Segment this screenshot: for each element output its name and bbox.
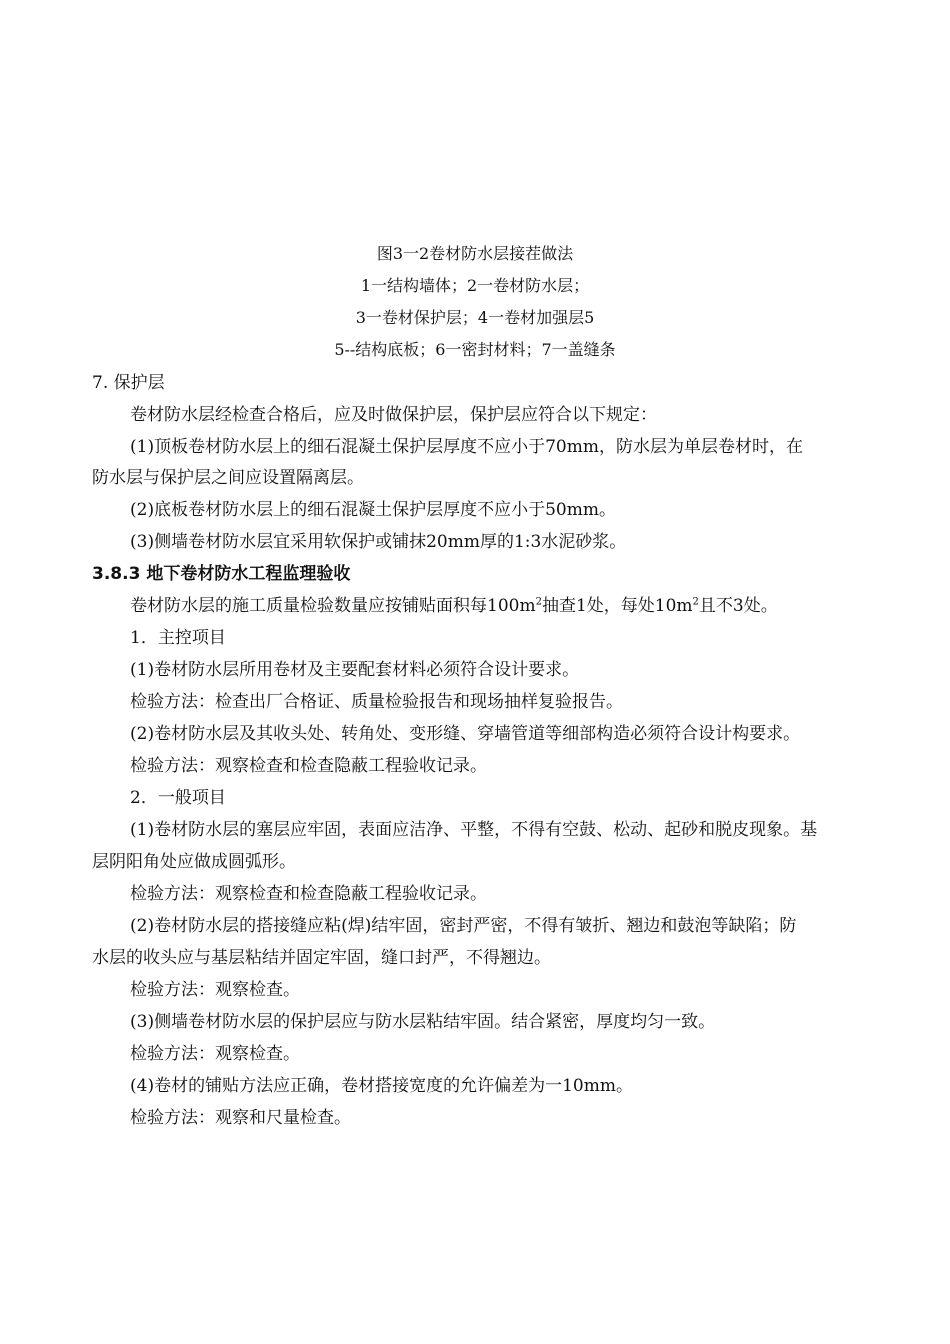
main-item-2: (2)卷材防水层及其收头处、转角处、变形缝、穿墙管道等细部构造必须符合设计构要求。 bbox=[130, 724, 801, 744]
main-item-1: (1)卷材防水层所用卷材及主要配套材料必须符合设计要求。 bbox=[130, 660, 580, 680]
general-item-4: (4)卷材的铺贴方法应正确，卷材搭接宽度的允许偏差为一10mm。 bbox=[130, 1076, 633, 1096]
figure-legend-line-2: 3一卷材保护层；4一卷材加强层5 bbox=[355, 308, 595, 327]
main-item-2-method: 检验方法：观察检查和检查隐蔽工程验收记录。 bbox=[130, 756, 487, 776]
figure-legend-line-1: 1一结构墙体；2一卷材防水层； bbox=[360, 276, 590, 295]
figure-legend-line-3: 5--结构底板；6一密封材料；7一盖缝条 bbox=[334, 340, 616, 359]
general-item-4-method: 检验方法：观察和尺量检查。 bbox=[130, 1108, 351, 1128]
section-383-intro bbox=[130, 594, 778, 618]
general-item-3: (3)侧墙卷材防水层的保护层应与防水层粘结牢固。结合紧密，厚度均匀一致。 bbox=[130, 1012, 716, 1032]
section-383-intro-a: 卷材防水层的施工质量检验数量应按铺贴面积每100m bbox=[130, 596, 536, 616]
section-7-intro: 卷材防水层经检查合格后，应及时做保护层，保护层应符合以下规定： bbox=[130, 405, 657, 425]
general-item-1-line-2: 层阴阳角处应做成圆弧形。 bbox=[92, 852, 296, 872]
section-383-intro-c: 且不3处。 bbox=[698, 596, 778, 616]
general-item-2-line-2: 水层的收头应与基层粘结并固定牢固，缝口封严，不得翘边。 bbox=[92, 948, 551, 968]
main-items-heading: 1．主控项目 bbox=[130, 628, 226, 648]
main-item-1-method: 检验方法：检查出厂合格证、质量检验报告和现场抽样复验报告。 bbox=[130, 692, 623, 712]
superscript-2: 2 bbox=[692, 596, 699, 608]
general-item-1-line-1: (1)卷材防水层的塞层应牢固，表面应洁净、平整，不得有空鼓、松动、起砂和脱皮现象。基 bbox=[130, 820, 818, 840]
section-383-heading: 3.8.3 地下卷材防水工程监理验收 bbox=[92, 564, 351, 584]
section-7-item-2: (2)底板卷材防水层上的细石混凝土保护层厚度不应小于50mm。 bbox=[130, 500, 616, 520]
figure-title: 图3一2卷材防水层接茬做法 bbox=[376, 244, 574, 263]
section-383-intro-b: 抽查1处，每处10m bbox=[541, 596, 693, 616]
general-items-heading: 2．一般项目 bbox=[130, 788, 226, 808]
general-item-3-method: 检验方法：观察检查。 bbox=[130, 1044, 300, 1064]
section-7-item-3: (3)侧墙卷材防水层宜采用软保护或铺抹20mm厚的1:3水泥砂浆。 bbox=[130, 532, 627, 552]
general-item-2-line-1: (2)卷材防水层的搭接缝应粘(焊)结牢固，密封严密，不得有皱折、翘边和鼓泡等缺陷；防 bbox=[130, 916, 797, 936]
section-7-heading: 7. 保护层 bbox=[92, 373, 165, 393]
general-item-1-method: 检验方法：观察检查和检查隐蔽工程验收记录。 bbox=[130, 884, 487, 904]
superscript-2: 2 bbox=[535, 596, 542, 608]
general-item-2-method: 检验方法：观察检查。 bbox=[130, 980, 300, 1000]
section-7-item-1-line-1: (1)顶板卷材防水层上的细石混凝土保护层厚度不应小于70mm，防水层为单层卷材时，在 bbox=[130, 437, 803, 457]
section-7-item-1-line-2: 防水层与保护层之间应设置隔离层。 bbox=[92, 468, 364, 488]
